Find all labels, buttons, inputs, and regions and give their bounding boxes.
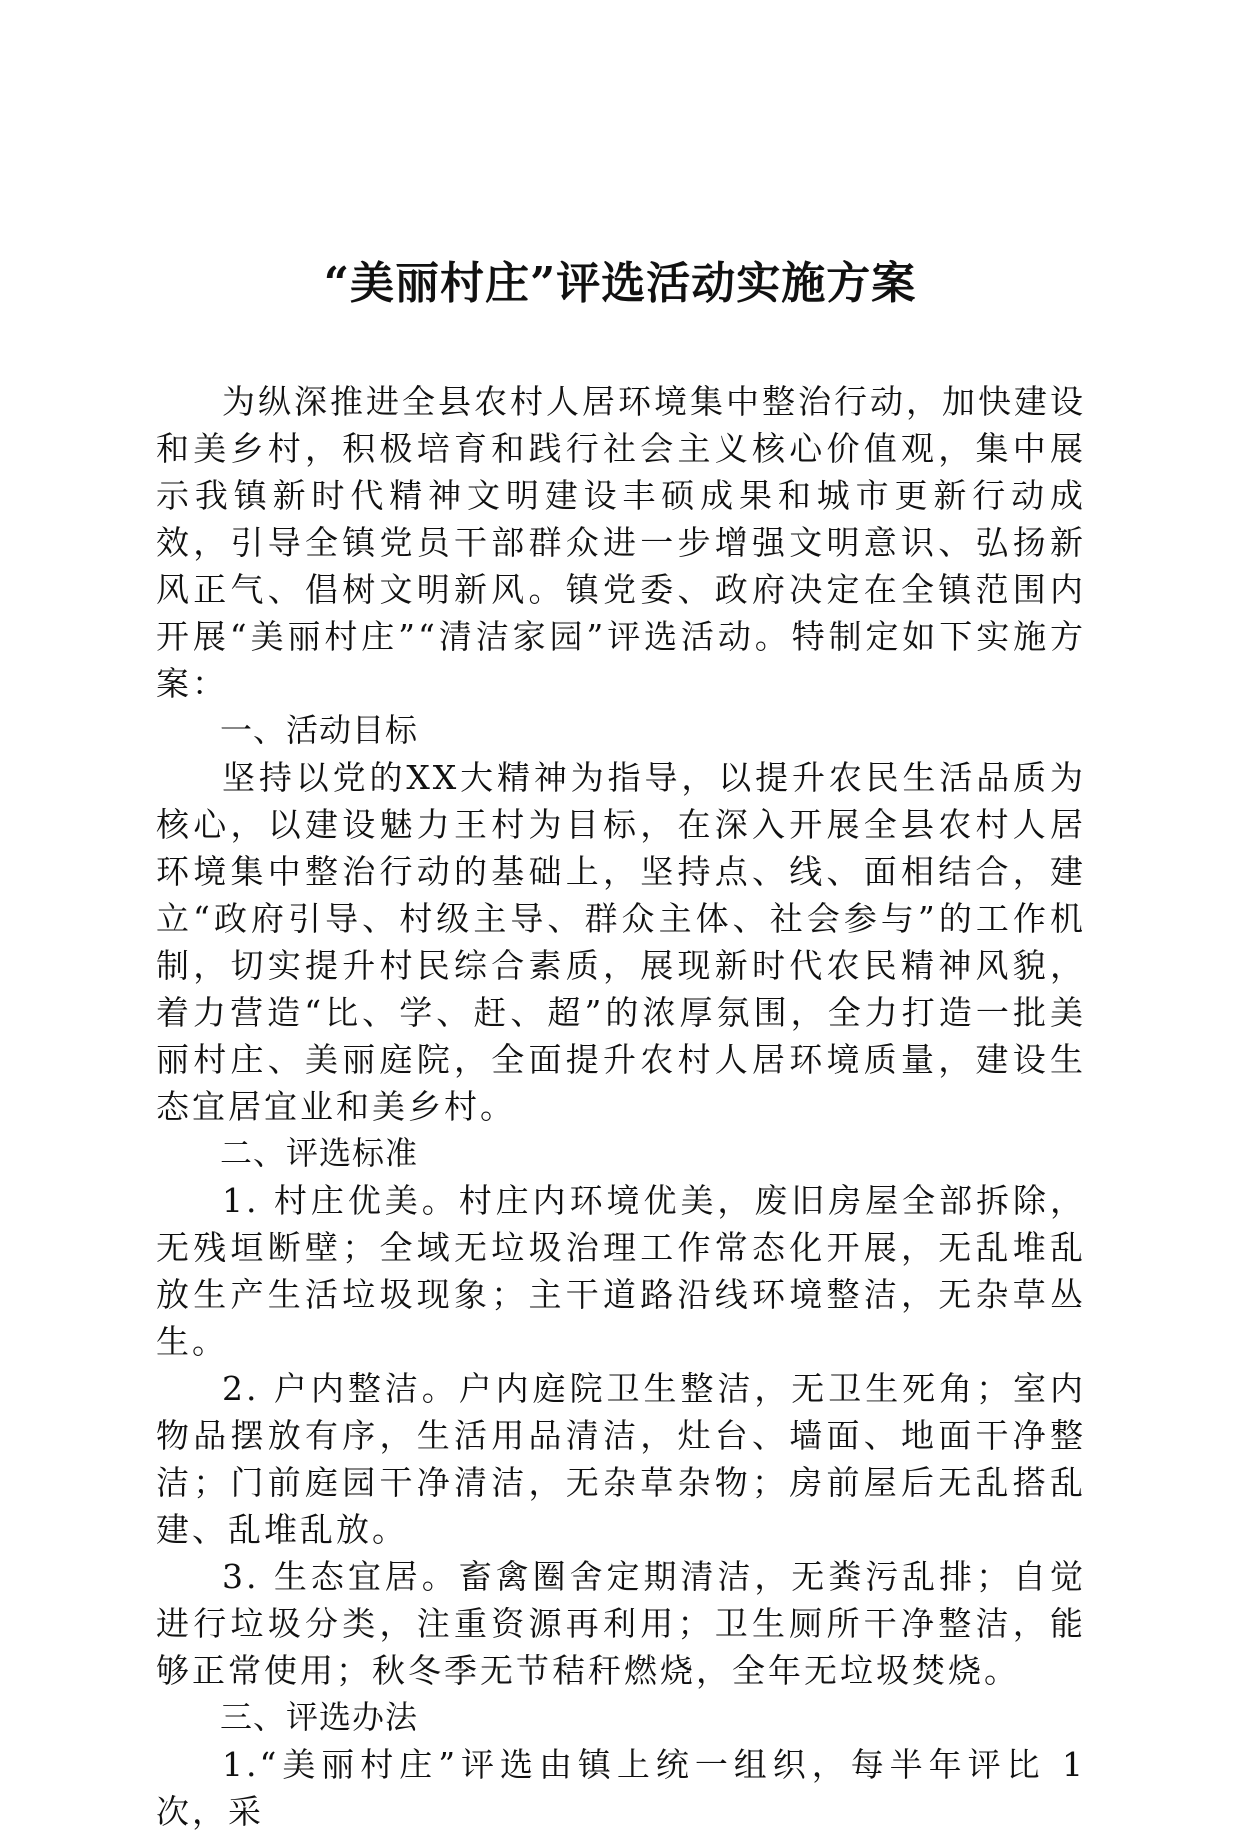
document-title: “美丽村庄”评选活动实施方案 [323,258,917,309]
criteria-item-1: 1. 村庄优美。村庄内环境优美，废旧房屋全部拆除，无残垣断壁；全域无垃圾治理工作常态化开展，无乱堆乱放生产生活垃圾现象；主干道路沿线环境整洁，无杂草丛生。 [156,1181,1086,1361]
section-heading-method: 三、评选办法 [220,1698,419,1736]
method-item-1: 1.“美丽村庄”评选由镇上统一组织，每半年评比 1 次，采 [156,1745,1086,1831]
section-heading-criteria: 二、评选标准 [220,1134,419,1172]
document-body [156,378,1086,1835]
criteria-item-3: 3. 生态宜居。畜禽圈舍定期清洁，无粪污乱排；自觉进行垃圾分类，注重资源再利用；卫生厕所干净整洁，能够正常使用；秋冬季无节秸秆燃烧，全年无垃圾焚烧。 [156,1557,1086,1690]
intro-paragraph: 为纵深推进全县农村人居环境集中整治行动，加快建设和美乡村，积极培育和践行社会主义核心价值观，集中展示我镇新时代精神文明建设丰硕成果和城市更新行动成效，引导全镇党员干部群众进一步增强文明意识、弘扬新风正气、倡树文明新风。镇党委、政府决定在全镇范围内开展“美丽村庄”“清洁家园”评选活动。特制定如下实施方案： [156,382,1086,703]
goals-paragraph: 坚持以党的XX大精神为指导，以提升农民生活品质为核心，以建设魅力王村为目标，在深入开展全县农村人居环境集中整治行动的基础上，坚持点、线、面相结合，建立“政府引导、村级主导、群众主体、社会参与”的工作机制，切实提升村民综合素质，展现新时代农民精神风貌，着力营造“比、学、赶、超”的浓厚氛围，全力打造一批美丽村庄、美丽庭院，全面提升农村人居环境质量，建设生态宜居宜业和美乡村。 [156,758,1086,1126]
criteria-item-2: 2. 户内整洁。户内庭院卫生整洁，无卫生死角；室内物品摆放有序，生活用品清洁，灶台、墙面、地面干净整洁；门前庭园干净清洁，无杂草杂物；房前屋后无乱搭乱建、乱堆乱放。 [156,1369,1086,1549]
section-heading-goals: 一、活动目标 [220,711,419,749]
